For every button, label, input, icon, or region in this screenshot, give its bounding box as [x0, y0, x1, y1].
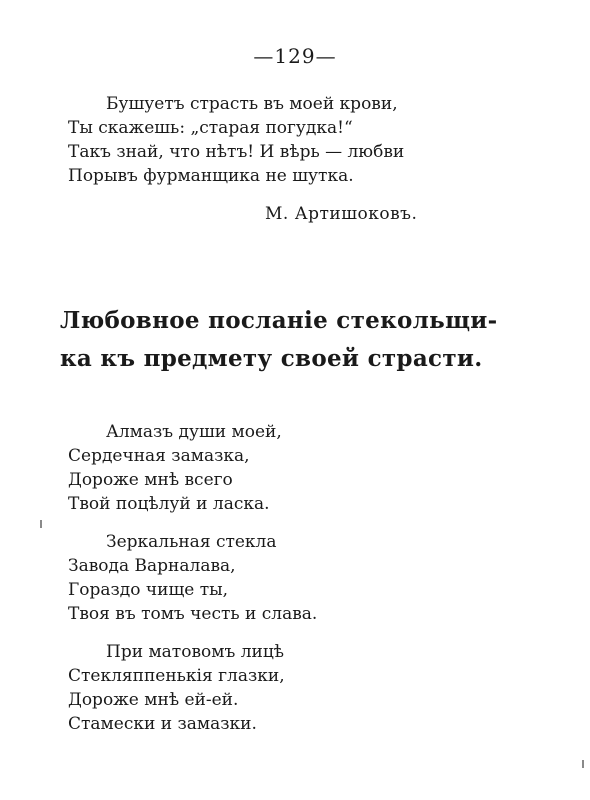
poem-line: Твой поцѣлуй и ласка. [68, 494, 270, 514]
poem-line: Бушуетъ страсть въ моей крови, [106, 94, 398, 114]
poem-line: Такъ знай, что нѣтъ! И вѣрь — любви [68, 142, 405, 162]
poem2-stanza-1 [68, 420, 282, 516]
poem-line: Дороже мнѣ ей-ей. [68, 690, 239, 710]
poem2-stanza-3 [68, 640, 285, 736]
poem-line: Стекляппенькія глазки, [68, 666, 285, 686]
poem-line: Стамески и замазки. [68, 714, 257, 734]
poem-line: Твоя въ томъ честь и слава. [68, 604, 318, 624]
poem2-stanza-2 [68, 530, 317, 626]
poem-line: Зеркальная стекла [106, 532, 277, 552]
poem-line: При матовомъ лицѣ [106, 642, 285, 662]
scan-mark [582, 760, 584, 768]
poem-line: Порывъ фурманщика не шутка. [68, 166, 354, 186]
title-line: Любовное посланіе стекольщи- [60, 307, 498, 334]
poem-line: Гораздо чище ты, [68, 580, 229, 600]
poem1-author: М. Артишоковъ. [265, 204, 418, 224]
scan-mark [40, 520, 42, 528]
page-number: —129— [253, 44, 337, 68]
poem-line: Дороже мнѣ всего [68, 470, 233, 490]
title-line: ка къ предмету своей страсти. [60, 345, 483, 372]
poem-line: Ты скажешь: „старая погудка!“ [68, 118, 353, 138]
poem-line: Алмазъ души моей, [106, 422, 282, 442]
poem-line: Сердечная замазка, [68, 446, 250, 466]
poem-line: Завода Варналава, [68, 556, 236, 576]
poem2-title [60, 302, 497, 378]
poem1-stanza [68, 92, 404, 188]
